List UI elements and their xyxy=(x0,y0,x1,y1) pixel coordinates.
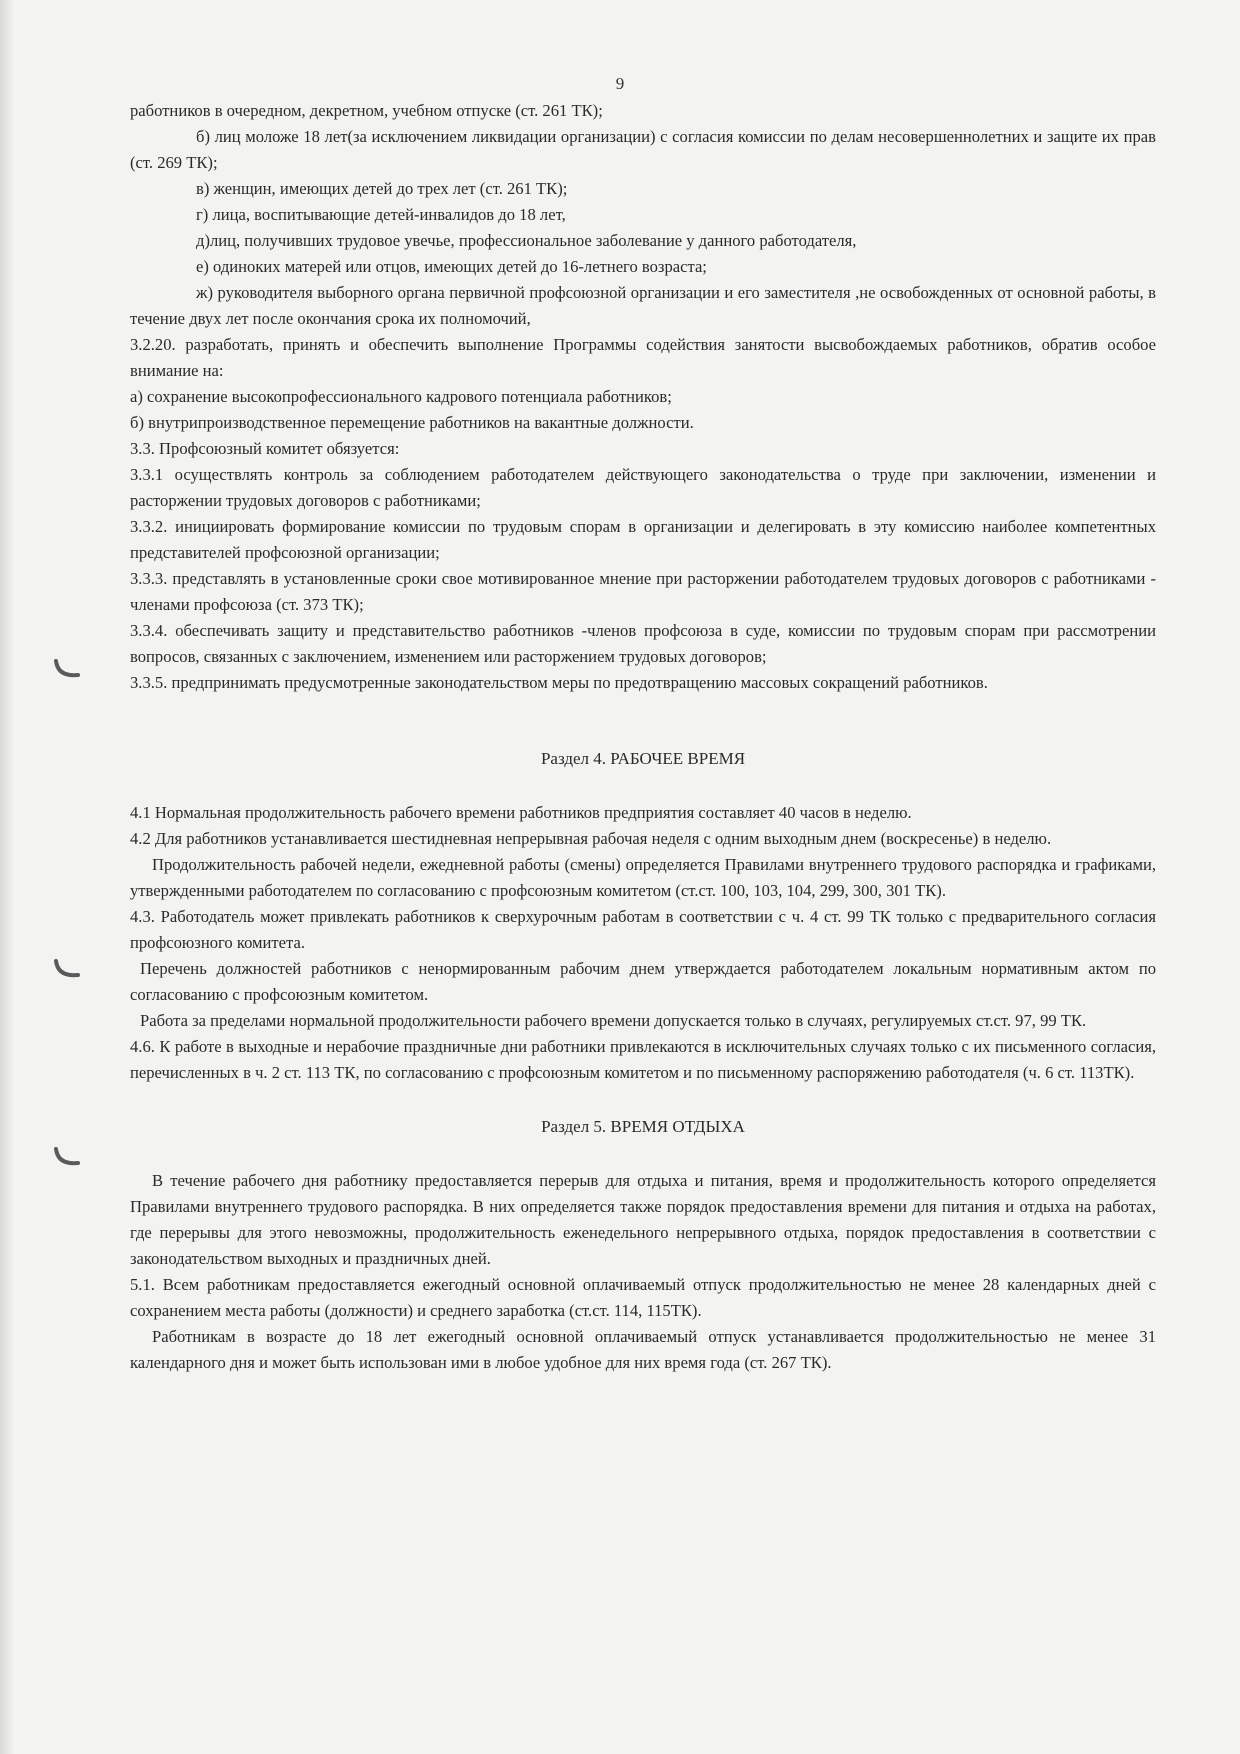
paragraph: д)лиц, получивших трудовое увечье, профессиональное заболевание у данного работодателя, xyxy=(196,231,857,250)
paragraph: 3.3.5. предпринимать предусмотренные законодательством меры по предотвращению массовых сокращений работников. xyxy=(130,673,988,692)
document-body xyxy=(130,98,1156,1376)
paragraph: б) лиц моложе 18 лет(за исключением ликвидации организации) с согласия комиссии по делам несовершеннолетних и защите их прав (ст. 269 ТК); xyxy=(130,127,1156,172)
paragraph: Работа за пределами нормальной продолжительности рабочего времени допускается только в случаях, регулируемых ст.ст. 97, 99 ТК. xyxy=(140,1011,1087,1030)
paragraph: 3.3.4. обеспечивать защиту и представительство работников -членов профсоюза в суде, комиссии по трудовым спорам при рассмотрении вопросов, связанных с заключением, изменением или расторжением трудовых договоров; xyxy=(130,621,1156,666)
section-4-title: Раздел 4. РАБОЧЕЕ ВРЕМЯ xyxy=(540,749,746,768)
section-5-title: Раздел 5. ВРЕМЯ ОТДЫХА xyxy=(541,1117,745,1136)
paragraph: в) женщин, имеющих детей до трех лет (ст. 261 ТК); xyxy=(196,179,568,198)
paragraph: б) внутрипроизводственное перемещение работников на вакантные должности. xyxy=(130,413,694,432)
paragraph: Работникам в возрасте до 18 лет ежегодный основной оплачиваемый отпуск устанавливается продолжительностью не менее 31 календарного дня и может быть использован ими в любое удобное для них время года (ст. 267 ТК). xyxy=(130,1327,1156,1372)
page-number: 9 xyxy=(615,74,625,93)
paragraph: а) сохранение высокопрофессионального кадрового потенциала работников; xyxy=(130,387,672,406)
paragraph: работников в очередном, декретном, учебном отпуске (ст. 261 ТК); xyxy=(130,101,603,120)
scan-edge-shadow xyxy=(0,0,14,1754)
paragraph: ж) руководителя выборного органа первичной профсоюзной организации и его заместителя ,не освобожденных от основной работы, в течение двух лет после окончания срока их полномочий, xyxy=(130,283,1156,328)
paragraph: 4.3. Работодатель может привлекать работников к сверхурочным работам в соответствии с ч. 4 ст. 99 ТК только с предварительного согласия профсоюзного комитета. xyxy=(130,907,1156,952)
section-3-continuation xyxy=(130,98,1156,696)
section-5-body xyxy=(130,1168,1156,1376)
punch-hole-mark xyxy=(54,1143,80,1169)
paragraph: 3.3.2. инициировать формирование комиссии по трудовым спорам в организации и делегировать в эту комиссию наиболее компетентных представителей профсоюзной организации; xyxy=(130,517,1156,562)
paragraph: 4.2 Для работников устанавливается шестидневная непрерывная рабочая неделя с одним выходным днем (воскресенье) в неделю. xyxy=(130,829,1052,848)
paragraph: г) лица, воспитывающие детей-инвалидов до 18 лет, xyxy=(196,205,566,224)
paragraph: 4.6. К работе в выходные и нерабочие праздничные дни работники привлекаются в исключительных случаях только с их письменного согласия, перечисленных в ч. 2 ст. 113 ТК, по согласованию с профсоюзным комитетом и по письменному распоряжению работодателя (ч. 6 ст. 113ТК). xyxy=(130,1037,1156,1082)
paragraph: Продолжительность рабочей недели, ежедневной работы (смены) определяется Правилами внутреннего трудового распорядка и графиками, утвержденными работодателем по согласованию с профсоюзным комитетом (ст.ст. 100, 103, 104, 299, 300, 301 ТК). xyxy=(130,855,1156,900)
paragraph: 3.2.20. разработать, принять и обеспечить выполнение Программы содействия занятости высвобождаемых работников, обратив особое внимание на: xyxy=(130,335,1156,380)
paragraph: е) одиноких матерей или отцов, имеющих детей до 16-летнего возраста; xyxy=(196,257,707,276)
paragraph: Перечень должностей работников с ненормированным рабочим днем утверждается работодателем локальным нормативным актом по согласованию с профсоюзным комитетом. xyxy=(130,959,1156,1004)
paragraph: 5.1. Всем работникам предоставляется ежегодный основной оплачиваемый отпуск продолжительностью не менее 28 календарных дней с сохранением места работы (должности) и среднего заработка (ст.ст. 114, 115ТК). xyxy=(130,1275,1156,1320)
section-4-body xyxy=(130,800,1156,1086)
paragraph: 3.3. Профсоюзный комитет обязуется: xyxy=(130,439,400,458)
paragraph: 4.1 Нормальная продолжительность рабочего времени работников предприятия составляет 40 часов в неделю. xyxy=(130,803,912,822)
punch-hole-mark xyxy=(54,655,80,681)
paragraph: 3.3.3. представлять в установленные сроки свое мотивированное мнение при расторжении работодателем трудовых договоров с работниками - членами профсоюза (ст. 373 ТК); xyxy=(130,569,1156,614)
paragraph: 3.3.1 осуществлять контроль за соблюдением работодателем действующего законодательства о труде при заключении, изменении и расторжении трудовых договоров с работниками; xyxy=(130,465,1156,510)
paragraph: В течение рабочего дня работнику предоставляется перерыв для отдыха и питания, время и продолжительность которого определяется Правилами внутреннего трудового распорядка. В них определяется также порядок предоставления времени для питания и отдыха на работах, где перерывы для этого невозможны, продолжительность еженедельного непрерывного отдыха, порядок предоставления в соответствии с законодательством выходных и праздничных дней. xyxy=(130,1171,1156,1268)
punch-hole-mark xyxy=(54,955,80,981)
